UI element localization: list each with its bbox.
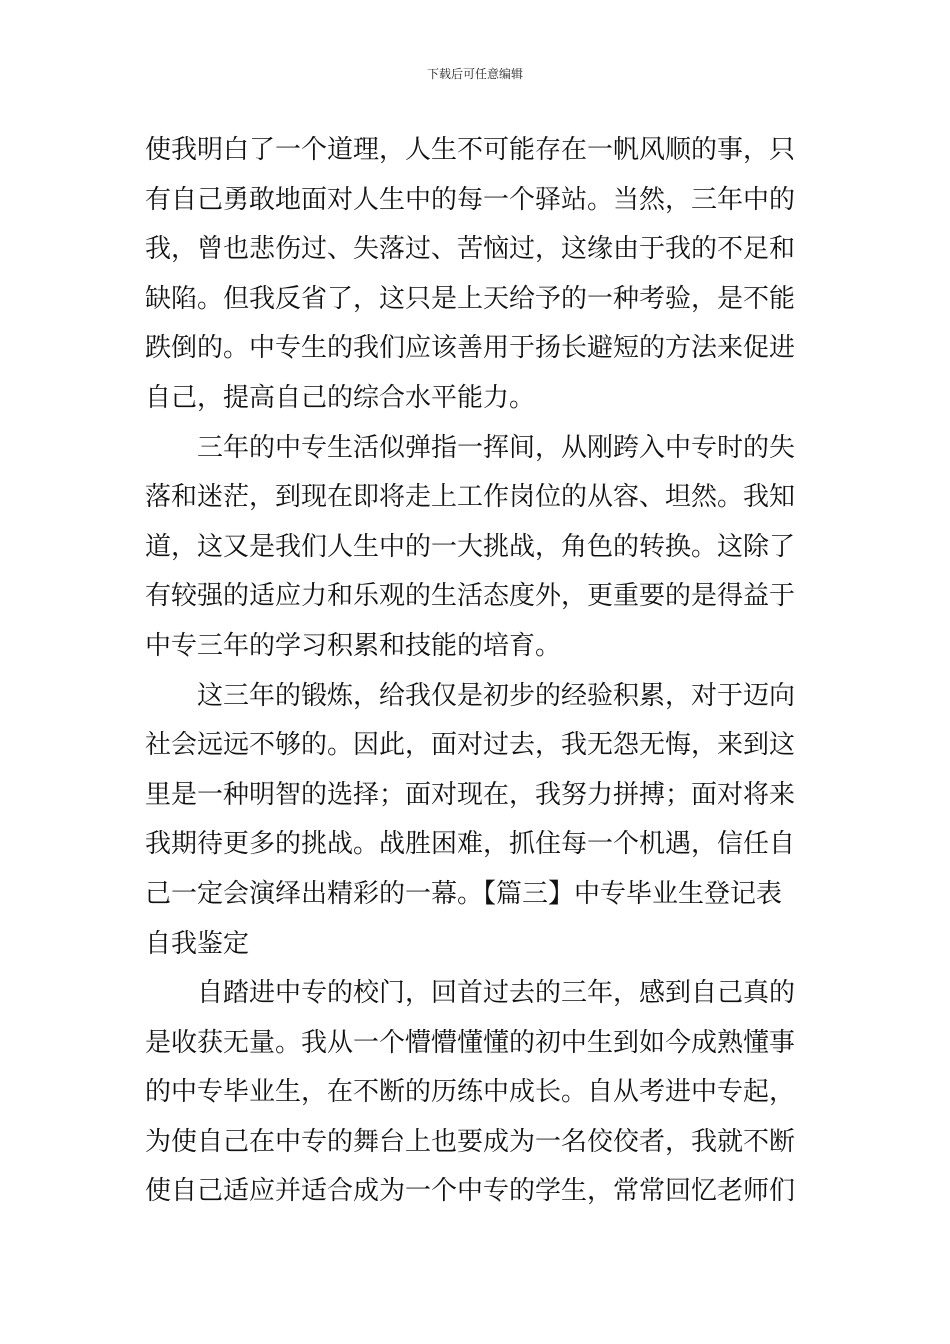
text-line: 我，曾也悲伤过、失落过、苦恼过，这缘由于我的不足和: [145, 234, 796, 265]
text-line: 道，这又是我们人生中的一大挑战，角色的转换。这除了: [145, 531, 796, 562]
text-line: 使自己适应并适合成为一个中专的学生，常常回忆老师们: [145, 1176, 796, 1207]
paragraph-start-line: 这三年的锻炼，给我仅是初步的经验积累，对于迈向: [197, 680, 796, 711]
text-line: 里是一种明智的选择；面对现在，我努力拼搏；面对将来: [145, 779, 796, 810]
text-line: 有较强的适应力和乐观的生活态度外，更重要的是得益于: [145, 581, 796, 612]
text-line: 社会远远不够的。因此，面对过去，我无怨无悔，来到这: [145, 730, 796, 761]
document-body: [145, 126, 807, 1217]
text-line: 是收获无量。我从一个懵懵懂懂的初中生到如今成熟懂事: [145, 1027, 796, 1058]
page-header: 下载后可任意编辑: [426, 67, 523, 81]
text-line: 使我明白了一个道理，人生不可能存在一帆风顺的事，只: [145, 135, 796, 165]
text-line: 缺陷。但我反省了，这只是上天给予的一种考验，是不能: [145, 283, 796, 314]
text-line: 跌倒的。中专生的我们应该善用于扬长避短的方法来促进: [145, 333, 796, 364]
paragraph-start-line: 三年的中专生活似弹指一挥间，从刚跨入中专时的失: [197, 432, 796, 463]
text-line: 自己，提高自己的综合水平能力。: [145, 382, 536, 413]
text-line: 为使自己在中专的舞台上也要成为一名佼佼者，我就不断: [145, 1126, 796, 1157]
text-line: 的中专毕业生，在不断的历练中成长。自从考进中专起，: [145, 1077, 796, 1108]
text-line: 己一定会演绎出精彩的一幕。【篇三】中专毕业生登记表: [145, 878, 783, 909]
text-line: 我期待更多的挑战。战胜困难，抓住每一个机遇，信任自: [145, 829, 796, 860]
paragraph-start-line: 自踏进中专的校门，回首过去的三年，感到自己真的: [197, 978, 796, 1009]
text-line: 自我鉴定: [145, 928, 250, 959]
text-line: 落和迷茫，到现在即将走上工作岗位的从容、坦然。我知: [145, 482, 796, 513]
text-line: 有自己勇敢地面对人生中的每一个驿站。当然，三年中的: [145, 184, 796, 215]
text-line: 中专三年的学习积累和技能的培育。: [145, 630, 562, 661]
